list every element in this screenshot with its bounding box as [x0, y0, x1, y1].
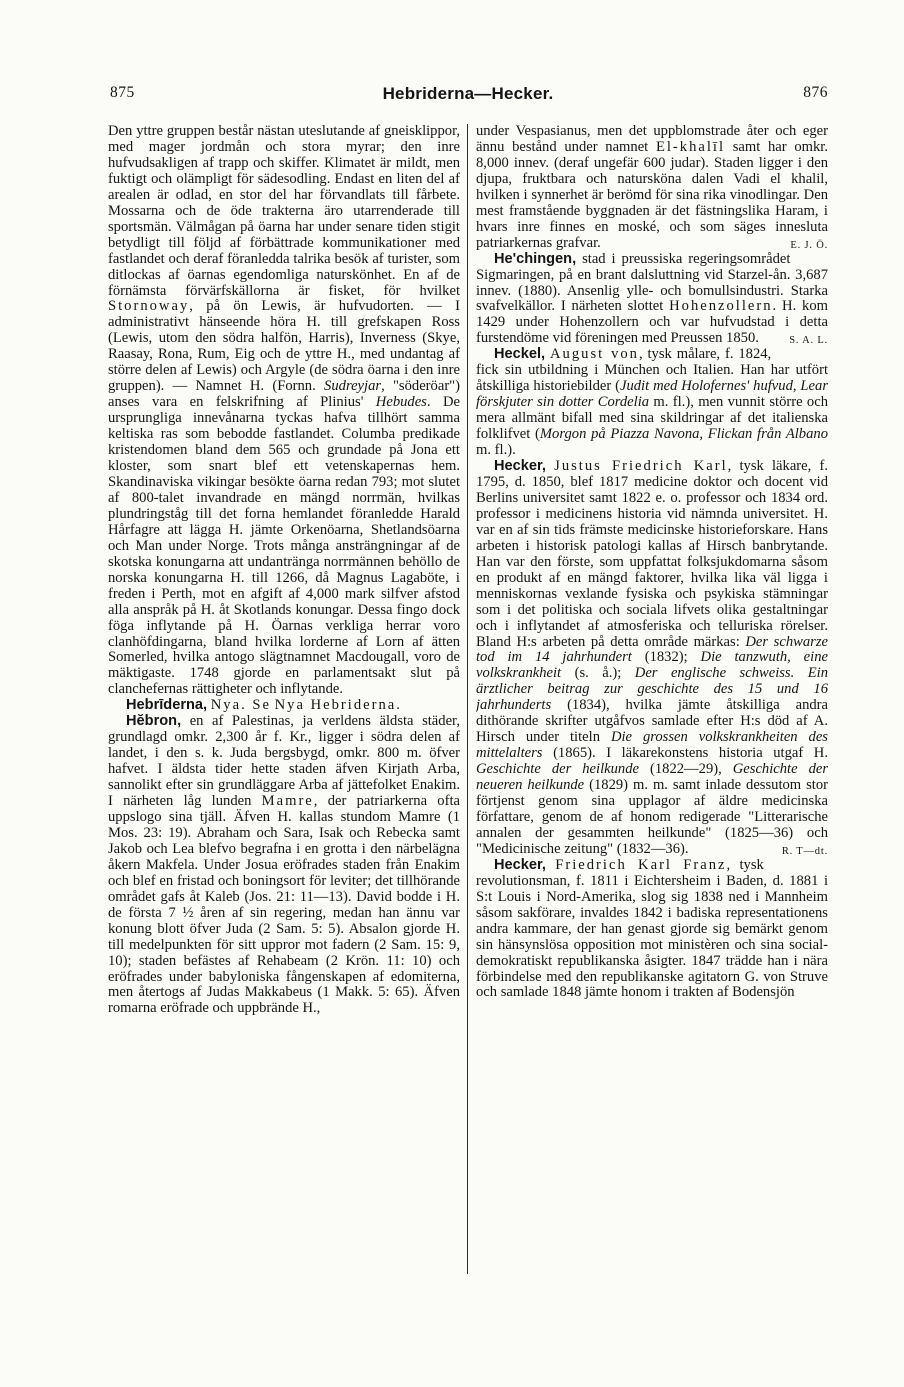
italic-term: Hebudes [375, 394, 427, 411]
page-number-left: 875 [110, 84, 135, 101]
running-title: Hebriderna—Hecker. [382, 84, 554, 103]
text-run: (1834), hvilka jämte åtskilliga andra dithörande skrifter utgåfvos samlade efter H:s död af A. Hirsch under titeln [476, 697, 828, 746]
page-header [108, 84, 828, 110]
italic-title: Die tanzwuth, eine volkskrankheit [476, 649, 828, 682]
entry-hebriderna-continued [108, 124, 460, 698]
entry-hebriderna-nya [108, 698, 460, 714]
text-run: Den yttre gruppen består nästan uteslutande af gneisklippor, med mager jordmån och stora myrar; den inre hufvudsakligen af trapp och skiffer. Klimatet är mildt, men fuktigt och olämpligt för sädesodling. Endast en liten del af arealen är odlad, en stor del har förvandlats till fårbete. Mossarna och de öde trakterna äro utarrenderade till sportsmän. Välmågan på öarna har under senare tiden stigit betydligt till följd af förbättrade kommunikationer med fastlandet och deraf föranledda talrika besök af turister, som ditlockas af öarnas egendomliga naturskönhet. En af de förnämsta förvärfskällorna är fisket, för hvilket [108, 124, 460, 299]
text-run: (1829) m. m. samt inlade dessutom stor förtjenst genom sina upplagor af äldre medicinska författare, genom de af honom redigerade "Litterarische annalen der gesammten heilkunde" (1825—36) och "Medicinische zeitung" (1832—36). [476, 777, 828, 857]
text-run: , på ön Lewis, är hufvudorten. — I administrativt hänseende höra H. till grefskapen Ross (Lewis, utom den södra halfön, Harris), Inverness (Skye, Raasay, Rona, Rum, Eig och de yttre H., med undantag af större delen af Lewis) och Argyle (de södra öarna i den inre gruppen). — Namnet H. (Fornn. [108, 298, 460, 395]
person-name: Friedrich Karl Franz [555, 856, 727, 873]
text-run: (s. å.); [574, 665, 622, 682]
entry-hecker-friedrich [476, 858, 828, 1002]
spaced-name: Hohenzollern [669, 298, 773, 315]
italic-title: Morgon på Piazza Navona, Flickan från Albano [539, 426, 828, 443]
entry-hebron-continued [476, 124, 828, 252]
headword: He'chingen, [494, 250, 577, 267]
entry-heckel [476, 347, 828, 459]
entry-hechingen [476, 252, 828, 348]
italic-title: Der englische schweiss. Ein ärztlicher beitrag zur geschichte des 15 und 16 jahrhunderts [476, 665, 828, 714]
italic-title: Die grossen volkskrankheiten des mittelalters [476, 729, 828, 762]
text-run: m. fl.), men vunnit större och mera allmänt bifall med sina skildringar af det italienska folklifvet ( [476, 394, 828, 443]
text-run: stad i preussiska regeringsområdet Sigmaringen, på en brant dalsluttning vid Starzel-ån. 3,687 innev. (1880). Ansenlig ylle- och bomullsindustri. Starka svafvelkällor. I närheten slottet [476, 250, 828, 315]
text-run: m. fl.). [476, 442, 516, 459]
text-run: under Vespasianus, men det uppblomstrade åter och eger ännu bestånd under namnet [476, 124, 828, 155]
author-signature: S. A. L. [789, 335, 828, 347]
text-run: , tysk revolutionsman, f. 1811 i Eichtersheim i Baden, d. 1881 i S:t Louis i Nord-Amerika, slog sig 1838 ned i Mannheim såsom sakförare, invaldes 1842 i badiska representationens andra kammare, der han genast gjorde sig bemärkt genom sin hänsynslösa opposition mot ministèren och sina social-demokratiskt republikanska åsigter. 1847 trädde han i nära förbindelse med den republikanske agitatorn G. von Struve och samlade 1848 jämte honom i trakten af Bodensjön [476, 856, 828, 1001]
author-signature: R. T—dt. [781, 845, 828, 857]
italic-term: Sudreyjar [324, 378, 382, 395]
spaced-name: Stornoway [108, 298, 190, 315]
left-column [108, 124, 460, 1274]
text-run: . H. kom 1429 under Hohenzollern och var hufvudstad i detta furstendöme vid föreningen med Preussen 1850. [476, 298, 828, 347]
page-number-right: 876 [803, 84, 828, 101]
person-name: Justus Friedrich Karl [554, 458, 728, 475]
italic-title: Geschichte der neueren heilkunde [476, 761, 828, 794]
spaced-name: Mamre [261, 793, 314, 810]
text-run: (1822—29), [650, 761, 722, 778]
text-run: Nya. Se [210, 697, 271, 714]
text-run: (1832); [644, 649, 688, 666]
text-run: (1865). I läkarekonstens historia utgaf H. [553, 745, 828, 762]
italic-title: Der schwarze tod im 14 jahrhundert [476, 633, 828, 666]
right-column [476, 124, 828, 1274]
text-run: , tysk läkare, f. 1795, d. 1850, blef 1817 medicine doktor och docent vid Berlins universitet samt 1822 e. o. professor och 1834 ord. professor i medicinens historia vid nämnda universitet. H. var en af sin tids främste medicinske historieforskare. Hans arbeten i historisk patologi kallas af Hirsch banbrytande. Han var den förste, som uppfattat folksjukdomarna såsom en produkt af en mängd faktorer, hvilka lika väl ligga i menniskornas vexlande fysiska och psykiska stämningar som i det politiska och sociala lifvets olika gestaltningar och i inflytandet af atmosferiska och telluriska rörelser. Bland H:s arbeten på detta område märkas: [476, 458, 828, 650]
text-run: . De ursprungliga innevånarna tyckas hafva tillhört samma keltiska ras som bebodde fastlandet. Columba predikade kristendomen bland dem 565 och grundade på Jona ett kloster, som snart blef ett vetenskapernas hem. Skandinaviska vikingar besökte öarna redan 793; mot slutet af 800-talet invandrade en mängd norrmän, hvilkas plundringståg till det forna hemlandet föranledde Harald Hårfagre att lägga H. jämte Orkenöarna, Shetlandsöarna och Man under Norge. Trots många ansträngningar af de skotska konungarna att undantränga norrmännen behöllo de norska konungarna H. till 1266, då Magnus Lagaböte, i freden i Perth, mot en afgift af 4,000 mark silfver afstod alla anspråk på H. åt Skotlands konungar. Dessa fingo dock föga inflytande på H. Öarnas verkliga herrar voro clanhöfdingarna, bland hvilka lorderne af Lorn af ätten Somerled, hvilka antogo slägtnamnet Macdougall, voro de mäktigaste. 1748 gjorde en parlamentsakt slut på clanchefernas rättigheter och inflytande. [108, 394, 460, 698]
entry-hebron [108, 714, 460, 1017]
text-run: . [396, 697, 400, 714]
headword: Heckel, [494, 346, 546, 363]
text-run: , "söderöar") anses vara en felskrifning af Plinius' [108, 378, 460, 411]
author-signature: E. J. Ö. [790, 239, 828, 251]
cross-reference: Nya Hebriderna [274, 697, 397, 714]
spaced-name: El-khalīl [655, 138, 726, 155]
entry-hecker-justus [476, 459, 828, 858]
headword: Hĕbron, [126, 713, 182, 730]
headword: Hebrīderna, [126, 697, 208, 714]
headword: Hecker, [494, 856, 546, 873]
italic-title: Judit med Holofernes' hufvud, Lear förskjuter sin dotter Cordelia [476, 378, 828, 411]
person-name: August von [550, 346, 639, 363]
text-run: en af Palestinas, ja verldens äldsta städer, grundlagd omkr. 2,300 år f. Kr., ligger i södra delen af landet, i den s. k. Juda bergsbygd, omkr. 800 m. öfver hafvet. I äldsta tider hette staden äfven Kirjath Arba, sannolikt efter sin grundläggare Arba af jättefolket Enakim. I närheten låg lunden [108, 713, 460, 810]
text-run: , tysk målare, f. 1824, fick sin utbildning i München och Italien. Han har utfört åtskilliga historiebilder ( [476, 346, 828, 395]
text-run: , der patriarkerna ofta uppslogo sina tjäll. Äfven H. kallas stundom Mamre (1 Mos. 23: 19). Abraham och Sara, Isak och Rebecka samt Jakob och Lea blefvo begrafna i en grotta i den närbelägna åkern Makfela. Under Josua eröfrades staden från Enakim och blef en fristad och boningsort för leviter; det tillhörande området gafs åt Kaleb (Jos. 21: 11—13). David bodde i H. de första 7 ½ åren af sin regering, medan han ännu var konung blott öfver Juda (2 Sam. 5: 5). Absalon gjorde H. till medelpunkten för sitt uppror mot fadern (2 Sam. 15: 9, 10); staden befästes af Rehabeam (2 Krön. 11: 10) och eröfrades under babyloniska fångenskapen af edomiterna, men återtogs af Judas Makkabeus (1 Makk. 5: 65). Äfven romarna eröfrade och uppbrände H., [108, 793, 460, 1017]
italic-title: Geschichte der heilkunde [476, 761, 639, 778]
column-divider [467, 124, 468, 1274]
headword: Hecker, [494, 458, 546, 475]
text-run: samt har omkr. 8,000 innev. (deraf ungefär 600 judar). Staden ligger i den djupa, fruktbara och natursköna dalen Vadi el khalil, hvilken i synnerhet är berömd för sina rika vinodlingar. Den mest framstående byggnaden är det fästningslika Haram, i hvars inre finnes en moské, och som säges innesluta patriarkernas grafvar. [476, 138, 828, 251]
